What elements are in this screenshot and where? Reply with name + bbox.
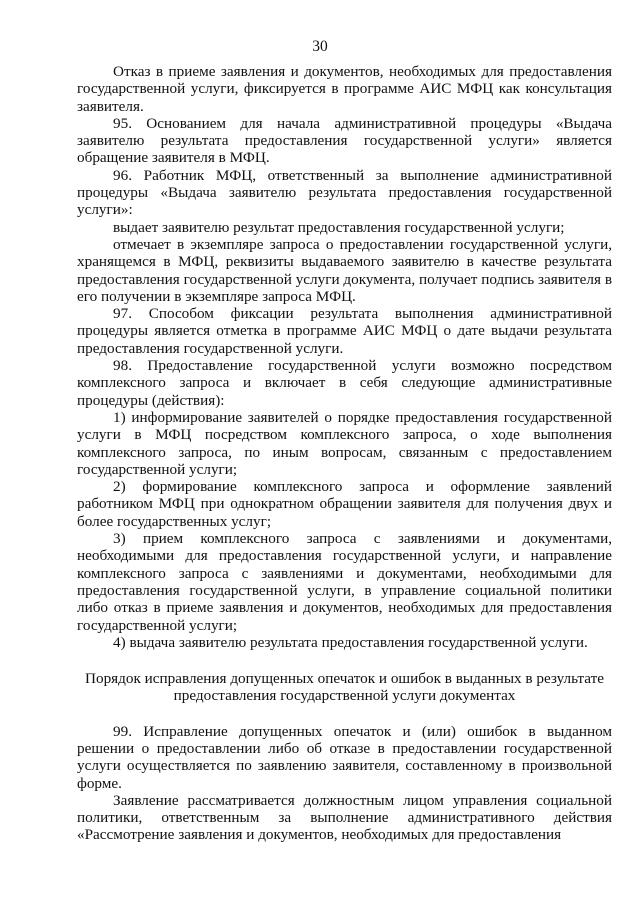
paragraph-98-item-3: 3) прием комплексного запроса с заявлениями и документами, необходимыми для предоставления государственной услуги, и направление комплексного запроса с заявлениями и документами, необходимыми для предоставления государственной услуги, в управление социальной политики либо отказ в приеме заявления и документов, необходимых для предоставления государственной услуги; [77,530,612,634]
paragraph-98-item-2: 2) формирование комплексного запроса и оформление заявлений работником МФЦ при однократном обращении заявителя для получения двух и более государственных услуг; [77,478,612,530]
paragraph-98: 98. Предоставление государственной услуги возможно посредством комплексного запроса и включает в себя следующие административные процедуры (действия): [77,357,612,409]
paragraph-refusal-note: Отказ в приеме заявления и документов, необходимых для предоставления государственной услуги, фиксируется в программе АИС МФЦ как консультация заявителя. [77,63,612,115]
paragraph-99: 99. Исправление допущенных опечаток и (или) ошибок в выданном решении о предоставлении либо об отказе в предоставлении государственной услуги осуществляется по заявлению заявителя, составленному в произвольной форме. [77,722,612,792]
section-heading: Порядок исправления допущенных опечаток и ошибок в выданных в результате предоставления государственной услуги документах [85,670,604,705]
paragraph-98-item-4: 4) выдача заявителю результата предоставления государственной услуги. [113,633,588,651]
paragraph-96-item-issue: выдает заявителю результат предоставления государственной услуги; [113,218,565,236]
paragraph-96-item-mark: отмечает в экземпляре запроса о предоставлении государственной услуги, хранящемся в МФЦ, реквизиты выдаваемого заявителю в качестве результата предоставления государственной услуги документа, получает подпись заявителя в его получении в экземпляре запроса МФЦ. [77,235,612,305]
paragraph-96: 96. Работник МФЦ, ответственный за выполнение административной процедуры «Выдача заявителю результата предоставления государственной услуги»: [77,166,612,219]
paragraph-97: 97. Способом фиксации результата выполнения административной процедуры является отметка в программе АИС МФЦ о дате выдачи результата предоставления государственной услуги. [77,305,612,357]
paragraph-application-review: Заявление рассматривается должностным лицом управления социальной политики, ответственным за выполнение административного действия «Рассмотрение заявления и документов, необходимых для предоставления [77,791,612,844]
paragraph-95: 95. Основанием для начала административной процедуры «Выдача заявителю результата предоставления государственной услуги» является обращение заявителя в МФЦ. [77,114,612,167]
page-number: 30 [312,38,328,55]
document-body [77,63,612,844]
paragraph-98-item-1: 1) информирование заявителей о порядке предоставления государственной услуги в МФЦ посредством комплексного запроса, о ходе выполнения комплексного запроса, по иным вопросам, связанным с предоставлением государственной услуги; [77,408,612,478]
